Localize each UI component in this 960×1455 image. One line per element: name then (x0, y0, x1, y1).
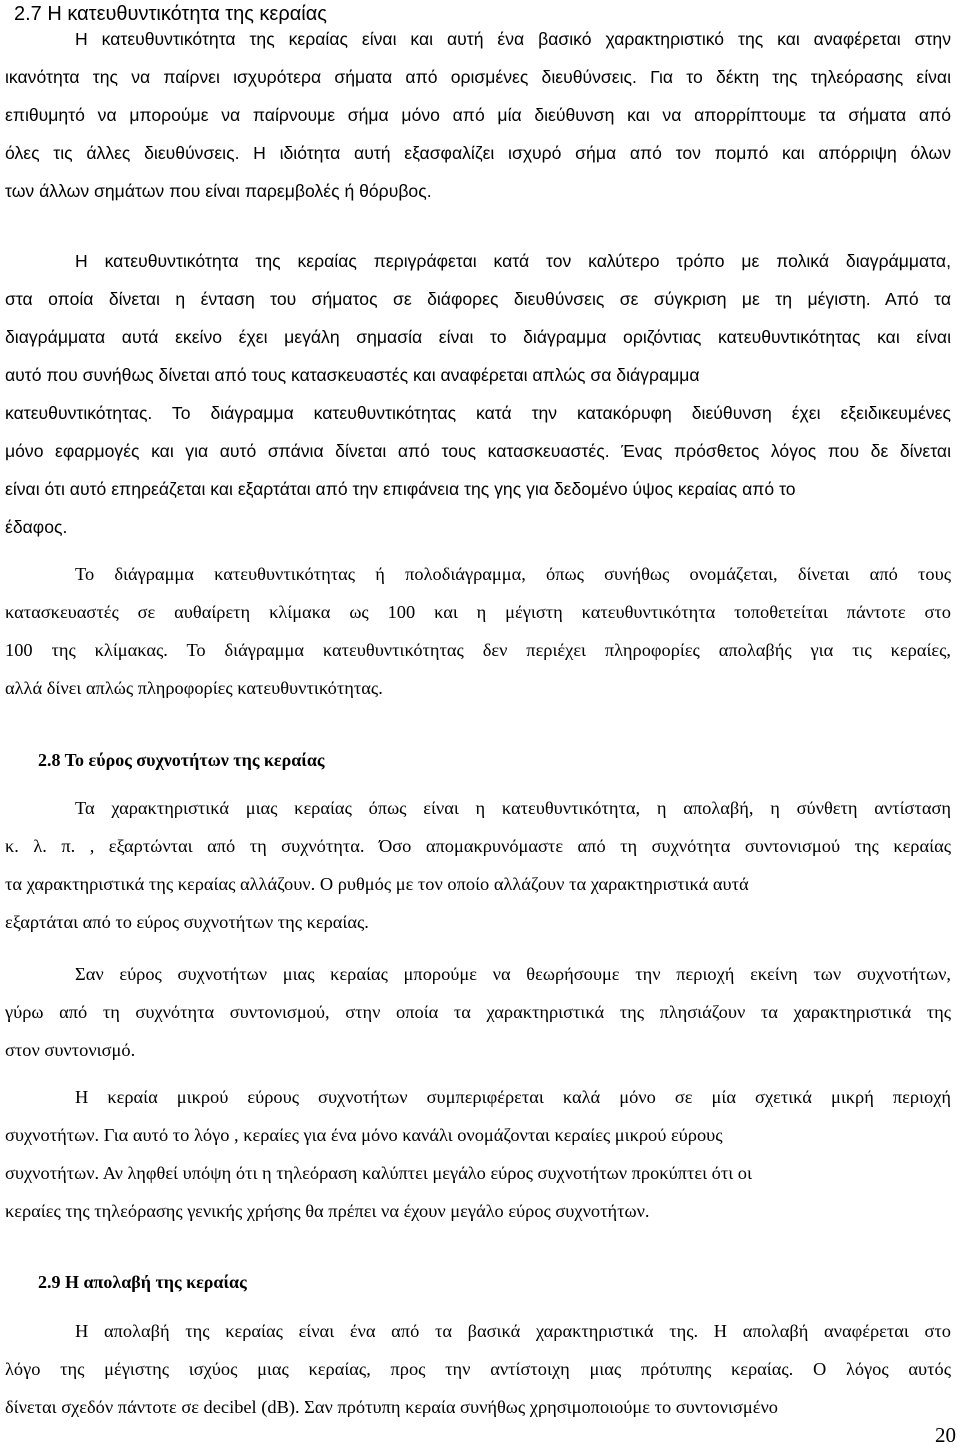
text-line: στα οποία δίνεται η ένταση του σήματος σε διάφορες διευθύνσεις σε σύγκριση με τη μέγιστη. Από τα (5, 289, 951, 309)
text-line: Σαν εύρος συχνοτήτων μιας κεραίας μπορούμε να θεωρήσουμε την περιοχή εκείνη των συχνοτήτων, (75, 964, 951, 984)
text-line: λόγο της μέγιστης ισχύος μιας κεραίας, προς την αντίστοιχη μιας πρότυπης κεραίας. Ο λόγος αυτός (5, 1359, 951, 1379)
text-line: ικανότητα της να παίρνει ισχυρότερα σήματα από ορισμένες διευθύνσεις. Για το δέκτη της τηλεόρασης είναι (5, 67, 951, 87)
paragraph-2-7-1 (5, 20, 951, 210)
text-line: έδαφος. (5, 517, 68, 537)
text-line: εξαρτάται από το εύρος συχνοτήτων της κεραίας. (5, 912, 369, 932)
section-heading-2-8: 2.8 Το εύρος συχνοτήτων της κεραίας (38, 750, 325, 770)
text-line: στον συντονισμό. (5, 1040, 136, 1060)
text-line: δίνεται σχεδόν πάντοτε σε decibel (dB). Σαν πρότυπη κεραία συνήθως χρησιμοποιούμε το συντονισμένο (5, 1397, 778, 1417)
text-line: μόνο εφαρμογές και για αυτό σπάνια δίνεται από τους κατασκευαστές. Ένας πρόσθετος λόγος που δε δίνεται (5, 441, 951, 461)
text-line: κατευθυντικότητας. Το διάγραμμα κατευθυντικότητας κατά την κατακόρυφη διεύθυνση έχει εξειδικευμένες (5, 403, 951, 423)
text-line: όλες τις άλλες διευθύνσεις. Η ιδιότητα αυτή εξασφαλίζει ισχυρό σήμα από τον πομπό και απόρριψη όλων (5, 143, 951, 163)
text-line: των άλλων σημάτων που είναι παρεμβολές ή θόρυβος. (5, 181, 432, 201)
text-line: συχνοτήτων. Για αυτό το λόγο , κεραίες για ένα μόνο κανάλι ονομάζονται κεραίες μικρού εύρους (5, 1125, 723, 1145)
text-line: διαγράμματα αυτά εκείνο έχει μεγάλη σημασία είναι το διάγραμμα οριζόντιας κατευθυντικότητας και είναι (5, 327, 951, 347)
text-line: είναι ότι αυτό επηρεάζεται και εξαρτάται από την επιφάνεια της γης για δεδομένο ύψος κεραίας από το (5, 479, 796, 499)
paragraph-2-8-2 (5, 955, 951, 1069)
text-line: Το διάγραμμα κατευθυντικότητας ή πολοδιάγραμμα, όπως συνήθως ονομάζεται, δίνεται από τους (75, 564, 951, 584)
text-line: γύρω από τη συχνότητα συντονισμού, στην οποία τα χαρακτηριστικά της πλησιάζουν τα χαρακτηριστικά της (5, 1002, 951, 1022)
text-line: τα χαρακτηριστικά της κεραίας αλλάζουν. Ο ρυθμός με τον οποίο αλλάζουν τα χαρακτηριστικά αυτά (5, 874, 749, 894)
paragraph-2-7-3 (5, 555, 951, 707)
paragraph-2-8-3 (5, 1078, 951, 1230)
text-line: Τα χαρακτηριστικά μιας κεραίας όπως είναι η κατευθυντικότητα, η απολαβή, η σύνθετη αντίσταση (75, 798, 951, 818)
text-line: συχνοτήτων. Αν ληφθεί υπόψη ότι η τηλεόραση καλύπτει μεγάλο εύρος συχνοτήτων προκύπτει ότι οι (5, 1163, 752, 1183)
text-line: 100 της κλίμακας. Το διάγραμμα κατευθυντικότητας δεν περιέχει πληροφορίες απολαβής για τις κεραίες, (5, 640, 951, 660)
paragraph-2-9-1 (5, 1312, 951, 1426)
page-number: 20 (935, 1423, 956, 1447)
text-line: αλλά δίνει απλώς πληροφορίες κατευθυντικότητας. (5, 678, 383, 698)
text-line: Η απολαβή της κεραίας είναι ένα από τα βασικά χαρακτηριστικά της. Η απολαβή αναφέρεται στο (75, 1321, 951, 1341)
text-line: επιθυμητό να μπορούμε να παίρνουμε σήμα μόνο από μία διεύθυνση και να απορρίπτουμε τα σήματα από (5, 105, 951, 125)
text-line: Η κατευθυντικότητα της κεραίας είναι και αυτή ένα βασικό χαρακτηριστικό της και αναφέρεται στην (75, 29, 951, 49)
text-line: κατασκευαστές σε αυθαίρετη κλίμακα ως 100 και η μέγιστη κατευθυντικότητα τοποθετείται πάντοτε στο (5, 602, 951, 622)
paragraph-2-7-2 (5, 242, 951, 546)
text-line: κεραίες της τηλεόρασης γενικής χρήσης θα πρέπει να έχουν μεγάλο εύρος συχνοτήτων. (5, 1201, 650, 1221)
text-line: κ. λ. π. , εξαρτώνται από τη συχνότητα. Όσο απομακρυνόμαστε από τη συχνότητα συντονισμού της κεραίας (5, 836, 951, 856)
text-line: αυτό που συνήθως δίνεται από τους κατασκευαστές και αναφέρεται απλώς σα διάγραμμα (5, 365, 700, 385)
section-heading-2-7: 2.7 Η κατευθυντικότητα της κεραίας (14, 3, 327, 25)
section-heading-2-9: 2.9 Η απολαβή της κεραίας (38, 1272, 247, 1292)
text-line: Η κεραία μικρού εύρους συχνοτήτων συμπεριφέρεται καλά μόνο σε μία σχετικά μικρή περιοχή (75, 1087, 951, 1107)
paragraph-2-8-1 (5, 789, 951, 941)
text-line: Η κατευθυντικότητα της κεραίας περιγράφεται κατά τον καλύτερο τρόπο με πολικά διαγράμματα, (75, 251, 951, 271)
